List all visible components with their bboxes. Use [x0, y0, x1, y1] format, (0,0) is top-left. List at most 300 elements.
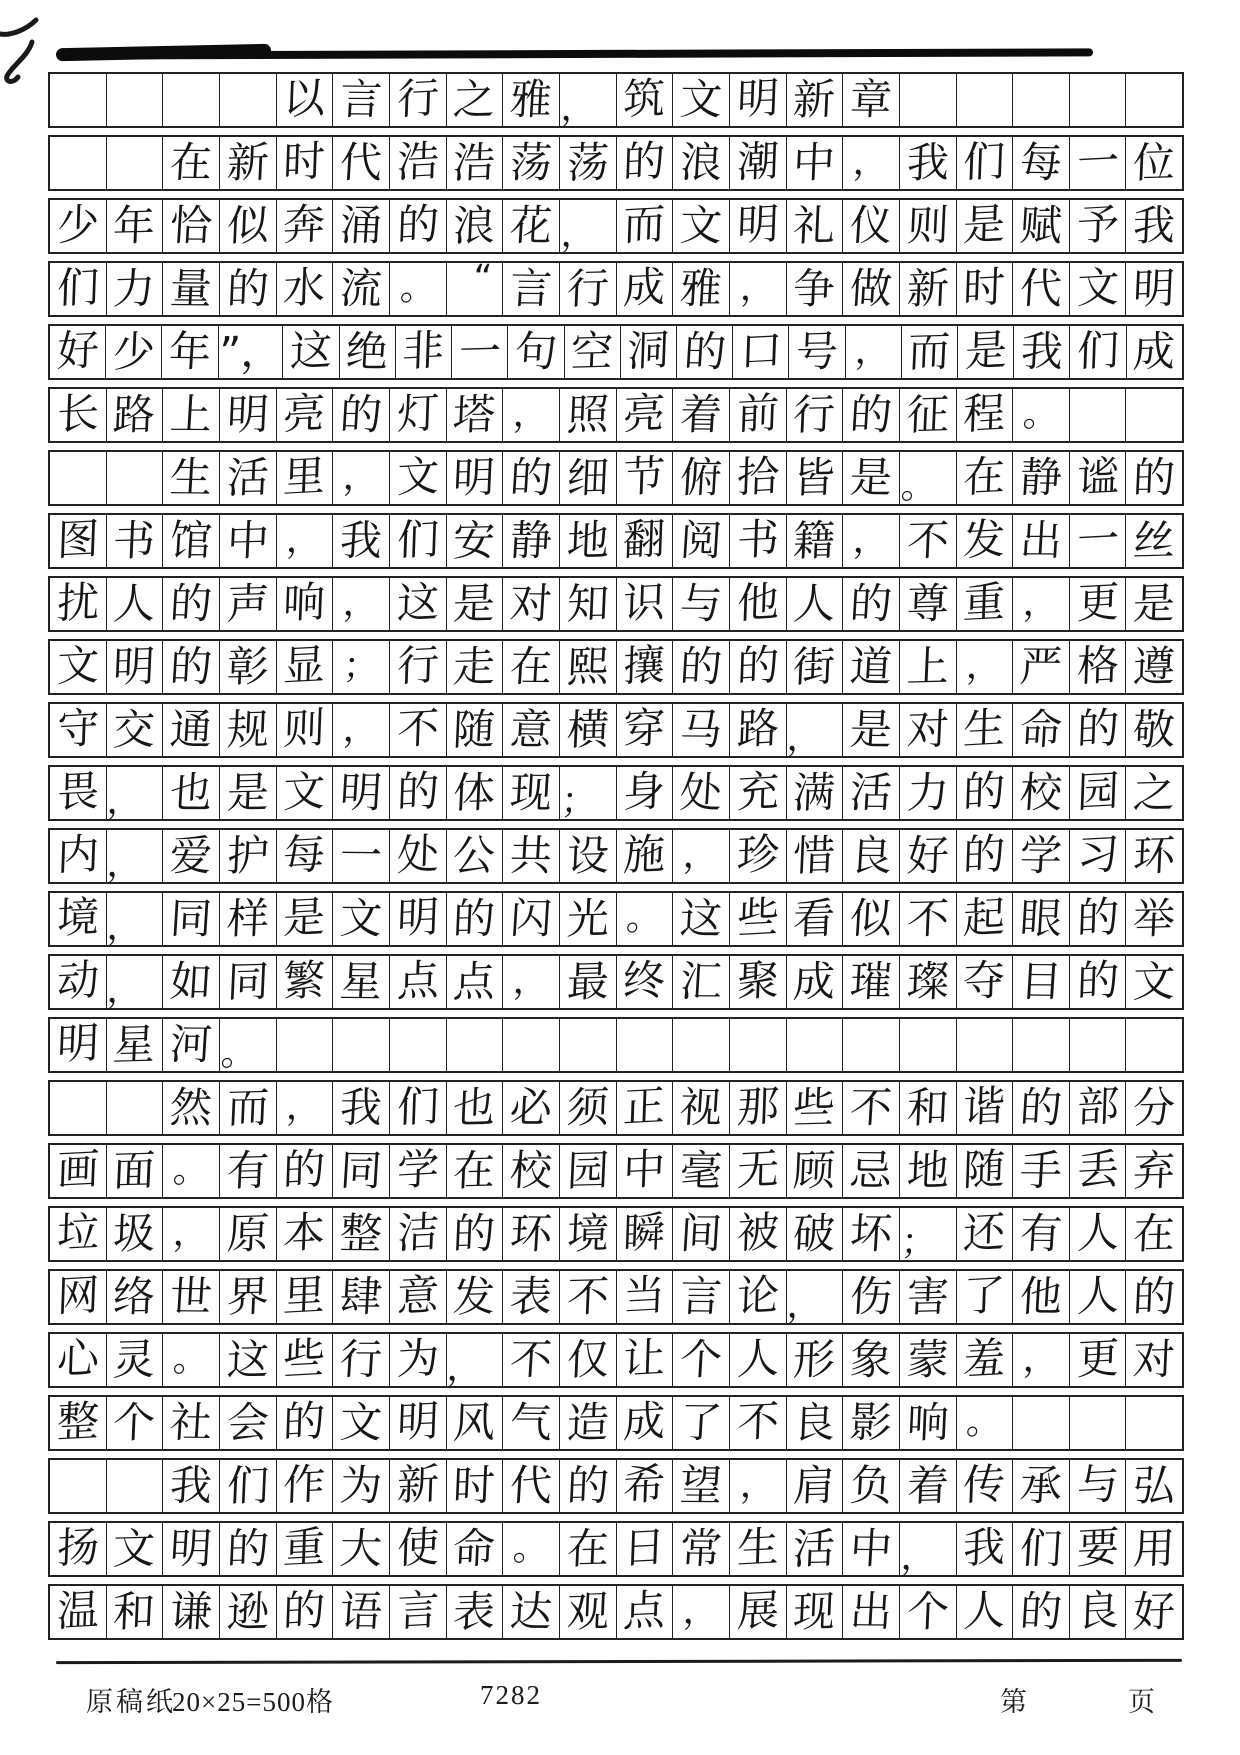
handwritten-char: 的 [452, 1208, 497, 1259]
handwritten-char: 他 [1018, 1271, 1064, 1322]
handwritten-char: 星 [112, 1019, 157, 1070]
grid-cell [617, 704, 674, 756]
handwritten-char: 对 [508, 578, 554, 629]
grid-cell [163, 641, 220, 693]
grid-cell [277, 767, 334, 819]
grid-cell [900, 1397, 957, 1449]
handwritten-char: 丝 [1132, 515, 1177, 566]
grid-cell [220, 200, 277, 252]
handwritten-char: 校 [508, 1145, 554, 1196]
handwritten-char: 。 [511, 1527, 551, 1570]
handwritten-char: 文 [1075, 261, 1120, 314]
grid-cell [1013, 389, 1070, 441]
handwritten-char: 而 [225, 1082, 270, 1133]
grid-cell [340, 326, 396, 378]
handwritten-char: 弘 [1132, 1460, 1177, 1511]
grid-cell [50, 1397, 107, 1449]
grid-cell [560, 1460, 617, 1512]
handwritten-char: 成 [792, 956, 837, 1007]
handwritten-char: 文 [338, 893, 384, 944]
grid-cell [730, 1082, 787, 1134]
grid-cell [1013, 1082, 1070, 1134]
handwritten-char: 似 [225, 200, 270, 251]
handwritten-char: 内 [56, 828, 100, 881]
handwritten-char: 文 [56, 639, 100, 692]
handwritten-char: 无 [735, 1143, 780, 1196]
handwritten-char: 造 [565, 1397, 610, 1448]
handwritten-char: 发 [452, 1271, 497, 1322]
handwritten-char: 点 [452, 956, 497, 1007]
grid-cell [277, 137, 334, 189]
grid-cell [333, 1019, 390, 1071]
handwritten-char: 现 [508, 767, 554, 818]
handwritten-char: 会 [225, 1397, 270, 1448]
grid-cell [447, 1586, 504, 1638]
handwritten-char: 必 [508, 1082, 554, 1133]
grid-cell [1127, 326, 1182, 378]
grid-cell [333, 1145, 390, 1197]
handwritten-char: 书 [112, 515, 157, 566]
grid-cell [957, 767, 1014, 819]
grid-cell [1013, 893, 1070, 945]
handwritten-char: 施 [622, 828, 667, 881]
grid-row [48, 1269, 1184, 1325]
grid-cell [730, 263, 787, 315]
grid-row [48, 1080, 1184, 1136]
grid-cell [390, 1523, 447, 1575]
grid-cell [447, 956, 504, 1008]
grid-cell [843, 704, 900, 756]
handwritten-char: 观 [565, 1586, 610, 1637]
handwritten-char: 浩 [452, 137, 497, 188]
handwritten-char: 我 [962, 1521, 1007, 1574]
grid-cell [220, 1586, 277, 1638]
grid-cell [447, 258, 504, 315]
handwritten-char: 心 [56, 1332, 100, 1385]
grid-cell [1070, 1334, 1127, 1386]
grid-cell [277, 956, 334, 1008]
handwritten-char: 眼 [1018, 893, 1064, 944]
handwritten-char: 这 [289, 324, 333, 377]
grid-row [48, 387, 1184, 443]
handwritten-char: 们 [1018, 1523, 1064, 1574]
handwritten-char: 生 [168, 452, 214, 503]
grid-cell [50, 389, 107, 441]
handwritten-char: 则 [905, 200, 950, 251]
handwritten-char: 似 [848, 893, 894, 944]
grid-cell [1013, 578, 1070, 630]
grid-cell [163, 1271, 220, 1323]
handwritten-char: 涌 [338, 200, 384, 251]
handwritten-char: 爱 [168, 830, 214, 881]
grid-cell [220, 1334, 277, 1386]
grid-cell [333, 1523, 390, 1575]
page-number-suffix-label: 页 [1128, 1687, 1155, 1717]
grid-cell [1013, 956, 1070, 1008]
grid-cell [390, 956, 447, 1008]
handwritten-char: 不 [508, 1334, 554, 1385]
handwritten-char: ， [899, 1537, 939, 1578]
handwritten-char: 共 [508, 830, 554, 881]
handwritten-char: 行 [565, 263, 610, 314]
grid-cell [730, 1145, 787, 1197]
grid-cell [1013, 767, 1070, 819]
handwritten-char: 花 [508, 200, 554, 251]
handwritten-char: 。 [625, 895, 664, 940]
grid-cell [1013, 452, 1070, 504]
handwritten-char: 整 [338, 1208, 384, 1259]
handwritten-char: 的 [1075, 891, 1120, 944]
grid-cell [219, 1019, 277, 1074]
handwritten-char: 明 [395, 891, 440, 944]
grid-cell [900, 263, 957, 315]
grid-cell [50, 1208, 107, 1260]
handwritten-char: 洞 [626, 324, 671, 377]
grid-cell [957, 1145, 1014, 1197]
handwritten-char: 非 [401, 324, 446, 377]
grid-cell [617, 956, 674, 1008]
grid-cell [1070, 1586, 1127, 1638]
handwritten-char: 这 [395, 576, 440, 629]
handwritten-char: 样 [225, 893, 270, 944]
handwritten-char: 不 [905, 893, 950, 944]
grid-cell [50, 452, 107, 504]
grid-cell [560, 830, 617, 882]
grid-cell [220, 893, 277, 945]
grid-cell [900, 1145, 957, 1197]
grid-cell [277, 452, 334, 504]
paper-code-label: 7282 [480, 1680, 542, 1710]
grid-cell [50, 1271, 107, 1323]
handwritten-char: 空 [570, 326, 615, 377]
grid-row [48, 639, 1184, 695]
grid-cell [333, 1586, 390, 1638]
handwritten-char: 。 [965, 1399, 1004, 1444]
grid-row [48, 1017, 1184, 1073]
handwritten-char: 则 [282, 702, 327, 755]
handwritten-char: 的 [565, 1460, 610, 1511]
handwritten-char: ； [559, 781, 599, 822]
grid-cell [107, 137, 164, 189]
grid-cell [1070, 1397, 1127, 1449]
grid-cell [957, 137, 1014, 189]
grid-cell [560, 1334, 617, 1386]
handwritten-char: 传 [962, 1458, 1007, 1511]
handwritten-char: 照 [565, 389, 610, 440]
grid-cell [1070, 1145, 1127, 1197]
grid-cell [1013, 1145, 1070, 1197]
grid-cell [277, 1334, 334, 1386]
grid-cell [1070, 137, 1127, 189]
grid-cell [107, 74, 164, 126]
handwritten-char: 害 [905, 1271, 950, 1322]
handwritten-char: 的 [508, 452, 554, 503]
handwritten-char: 要 [1075, 1521, 1120, 1574]
grid-cell [1126, 1460, 1182, 1512]
handwritten-char: 良 [792, 1397, 837, 1448]
grid-cell [107, 1208, 164, 1260]
grid-row [48, 828, 1184, 884]
grid-cell [787, 578, 844, 630]
handwritten-char: 网 [56, 1269, 100, 1322]
handwritten-char: ， [341, 456, 381, 499]
grid-cell [957, 200, 1014, 252]
grid-cell [333, 956, 390, 1008]
grid-cell [843, 641, 900, 693]
handwritten-char: 走 [452, 641, 497, 692]
grid-cell [787, 767, 844, 819]
handwritten-char: 现 [792, 1586, 837, 1637]
handwritten-char: 分 [1132, 1082, 1177, 1133]
grid-cell [277, 1019, 334, 1071]
grid-cell [1013, 641, 1070, 693]
grid-row [48, 1143, 1184, 1199]
handwritten-char: 新 [792, 74, 837, 125]
handwritten-char: 规 [225, 704, 270, 755]
grid-cell [957, 1334, 1014, 1386]
handwritten-char: 一 [1075, 513, 1120, 566]
grid-cell [503, 1523, 560, 1575]
handwritten-char: 随 [452, 704, 497, 755]
grid-cell [730, 1334, 787, 1386]
grid-cell [220, 830, 277, 882]
handwritten-char: 出 [1018, 515, 1064, 566]
grid-cell [277, 830, 334, 882]
handwritten-char: 学 [1018, 830, 1064, 881]
handwritten-char: 而 [622, 198, 667, 251]
handwritten-char: 行 [338, 1334, 384, 1385]
handwritten-char: 意 [508, 704, 554, 755]
handwritten-char: 。 [899, 466, 939, 507]
grid-cell [390, 1208, 447, 1260]
handwritten-char: 争 [792, 263, 837, 314]
grid-cell [617, 452, 674, 504]
grid-cell [900, 578, 957, 630]
grid-cell [447, 452, 504, 504]
handwritten-char: 希 [622, 1458, 667, 1511]
handwritten-char: 街 [792, 641, 837, 692]
handwritten-char: 雅 [508, 74, 554, 125]
grid-cell [677, 326, 733, 378]
grid-cell [957, 578, 1014, 630]
grid-cell [560, 704, 617, 756]
handwritten-char: 随 [962, 1143, 1007, 1196]
corner-scribble-mark [0, 12, 40, 96]
handwritten-char: 仪 [848, 200, 894, 251]
handwritten-char: 在 [1132, 1208, 1177, 1259]
handwritten-char: 些 [792, 1082, 837, 1133]
grid-cell [163, 263, 220, 315]
handwritten-char: 横 [565, 704, 610, 755]
grid-cell [1126, 1334, 1182, 1386]
handwritten-char: 当 [622, 1269, 667, 1322]
grid-cell [1070, 1019, 1127, 1071]
grid-cell [673, 1397, 730, 1449]
handwritten-char: 不 [395, 702, 440, 755]
grid-cell [730, 641, 787, 693]
grid-cell [1126, 200, 1182, 252]
handwritten-char: 灵 [112, 1334, 157, 1385]
grid-cell [503, 452, 560, 504]
handwritten-char: 明 [395, 1395, 440, 1448]
handwritten-char: 时 [452, 1460, 497, 1511]
grid-cell [277, 1523, 334, 1575]
grid-cell [333, 263, 390, 315]
grid-cell [447, 1019, 504, 1071]
handwritten-char: 中 [225, 515, 270, 566]
handwritten-char: 也 [452, 1082, 497, 1133]
handwritten-char: 年 [167, 326, 213, 377]
grid-row [48, 1395, 1184, 1451]
grid-cell [787, 893, 844, 945]
handwritten-char: 人 [112, 578, 157, 629]
grid-cell [1070, 389, 1127, 441]
handwritten-char: 活 [225, 452, 270, 503]
grid-cell [106, 830, 164, 885]
handwritten-char: 前 [735, 387, 780, 440]
grid-cell [1013, 830, 1070, 882]
handwritten-char: 浩 [395, 135, 440, 188]
handwritten-char: 籍 [792, 515, 837, 566]
grid-cell [50, 74, 107, 126]
grid-cell [673, 830, 730, 882]
handwritten-char: 温 [56, 1584, 100, 1637]
handwritten-char: 里 [282, 450, 327, 503]
handwritten-char: 知 [565, 578, 610, 629]
grid-cell [163, 893, 220, 945]
handwritten-char: 环 [508, 1208, 554, 1259]
grid-cell [1070, 1460, 1127, 1512]
handwritten-char: 筑 [622, 72, 667, 125]
grid-cell [107, 641, 164, 693]
handwritten-char: 显 [282, 639, 327, 692]
handwritten-char: 明 [735, 72, 780, 125]
grid-cell [447, 1208, 504, 1260]
handwritten-char: 意 [395, 1269, 440, 1322]
grid-cell [503, 956, 560, 1008]
grid-cell [107, 1145, 164, 1197]
handwritten-char: 处 [678, 767, 724, 818]
handwritten-char: 象 [848, 1334, 894, 1385]
grid-cell [560, 578, 617, 630]
handwritten-char: 之 [452, 74, 497, 125]
handwritten-char: 上 [905, 641, 950, 692]
grid-cell [220, 578, 277, 630]
handwritten-char: 对 [905, 704, 950, 755]
grid-cell [559, 74, 617, 129]
grid-cell [503, 137, 560, 189]
handwritten-char: 亮 [622, 387, 667, 440]
grid-cell [277, 1271, 334, 1323]
handwritten-char: 影 [848, 1397, 894, 1448]
handwritten-char: ”， [217, 326, 284, 377]
grid-cell [333, 452, 390, 504]
handwritten-char: 言 [338, 74, 384, 125]
grid-cell [163, 1019, 220, 1071]
grid-cell [899, 1523, 957, 1578]
handwritten-char: 们 [1076, 324, 1120, 377]
grid-cell [107, 452, 164, 504]
grid-cell [957, 263, 1014, 315]
grid-cell [333, 641, 390, 693]
grid-cell [390, 1271, 447, 1323]
handwritten-char: ， [1021, 1338, 1061, 1381]
grid-cell [1013, 1208, 1070, 1260]
grid-cell [1126, 1208, 1182, 1260]
handwritten-char: 命 [452, 1523, 497, 1574]
grid-cell [559, 200, 617, 255]
grid-cell [900, 1271, 957, 1323]
grid-cell [503, 200, 560, 252]
handwritten-char: 静 [508, 515, 554, 566]
handwritten-char: 的 [225, 1523, 270, 1574]
grid-cell [447, 1271, 504, 1323]
grid-cell [560, 1019, 617, 1071]
handwritten-char: 他 [735, 576, 780, 629]
grid-cell [447, 1082, 504, 1134]
grid-cell [787, 1460, 844, 1512]
handwritten-char: 河 [168, 1019, 214, 1070]
handwritten-char: 的 [395, 765, 440, 818]
handwritten-char: 承 [1018, 1460, 1064, 1511]
grid-cell [957, 452, 1014, 504]
grid-cell [503, 389, 560, 441]
handwritten-char: 文 [678, 200, 724, 251]
grid-cell [1126, 1397, 1182, 1449]
grid-cell [163, 1586, 220, 1638]
grid-cell [390, 704, 447, 756]
grid-cell [900, 137, 957, 189]
handwritten-char: 繁 [282, 954, 327, 1007]
grid-cell [390, 1019, 447, 1071]
handwritten-char: 明 [168, 1523, 214, 1574]
grid-cell [396, 326, 452, 378]
grid-cell [1126, 74, 1182, 126]
handwritten-char: 我 [1019, 326, 1065, 377]
grid-cell [787, 1586, 844, 1638]
grid-cell [957, 1586, 1014, 1638]
grid-cell [560, 389, 617, 441]
handwritten-char: 手 [1018, 1145, 1064, 1196]
grid-row [48, 1584, 1184, 1640]
grid-cell [843, 263, 900, 315]
grid-cell [503, 1334, 560, 1386]
handwritten-char: 中 [848, 1523, 894, 1574]
grid-cell [277, 1208, 334, 1260]
grid-cell [1126, 1271, 1182, 1323]
grid-cell [107, 1334, 164, 1386]
grid-cell [730, 1397, 787, 1449]
handwritten-char: 以 [282, 72, 327, 125]
handwritten-char: 是 [452, 578, 497, 629]
handwritten-char: 节 [622, 450, 667, 503]
handwritten-char: 还 [962, 1206, 1007, 1259]
handwritten-char: 赋 [1018, 200, 1064, 251]
manuscript-grid [48, 72, 1184, 1647]
handwritten-char: 的 [962, 765, 1007, 818]
handwritten-char: 行 [395, 72, 440, 125]
grid-cell [163, 200, 220, 252]
grid-cell [163, 1523, 220, 1575]
grid-row [48, 702, 1184, 758]
grid-cell [843, 1271, 900, 1323]
grid-cell [730, 704, 787, 756]
handwritten-char: 我 [168, 1460, 214, 1511]
grid-cell [617, 1397, 674, 1449]
grid-cell [1126, 893, 1182, 945]
handwritten-char: 间 [678, 1208, 724, 1259]
grid-cell [843, 767, 900, 819]
